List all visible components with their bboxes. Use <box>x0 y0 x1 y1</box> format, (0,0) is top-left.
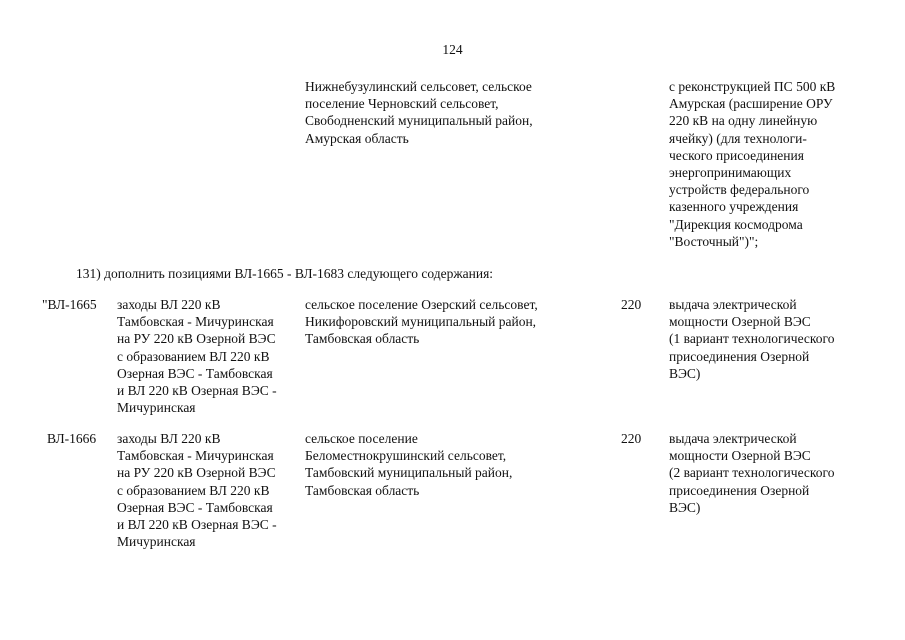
continuation-location-cell: Нижнебузулинский сельсовет, сельское поселение Черновский сельсовет, Свободненский муниципальный район, Амурская область <box>305 79 533 146</box>
amendment-instruction: 131) дополнить позициями ВЛ-1665 - ВЛ-1683 следующего содержания: <box>76 266 494 281</box>
line-location-cell: сельское поселение Беломестнокрушинский сельсовет, Тамбовский муниципальный район, Тамбовская область <box>305 431 513 498</box>
line-code-cell: ВЛ-1666 <box>47 431 97 446</box>
line-description-cell: заходы ВЛ 220 кВ Тамбовская - Мичуринская на РУ 220 кВ Озерной ВЭС с образованием ВЛ 220 кВ Озерная ВЭС - Тамбовская и ВЛ 220 кВ Озерная ВЭС - Мичуринская <box>117 431 277 550</box>
voltage-cell: 220 <box>621 297 642 312</box>
line-location-cell: сельское поселение Озерский сельсовет, Никифоровский муниципальный район, Тамбовская область <box>305 297 538 347</box>
line-description-cell: заходы ВЛ 220 кВ Тамбовская - Мичуринская на РУ 220 кВ Озерной ВЭС с образованием ВЛ 220 кВ Озерная ВЭС - Тамбовская и ВЛ 220 кВ Озерная ВЭС - Мичуринская <box>117 297 277 416</box>
line-code-cell: "ВЛ-1665 <box>42 297 97 312</box>
line-purpose-cell: выдача электрической мощности Озерной ВЭС (2 вариант технологического присоединения Озерной ВЭС) <box>669 431 835 515</box>
voltage-cell: 220 <box>621 431 642 446</box>
page-number: 124 <box>442 42 463 57</box>
continuation-purpose-cell: с реконструкцией ПС 500 кВ Амурская (расширение ОРУ 220 кВ на одну линейную ячейку) (для технологи- ческого присоединения энергопринимающих устройств федерального казенного учреждения "Дирекция космодрома "Восточный")"; <box>669 79 836 249</box>
line-purpose-cell: выдача электрической мощности Озерной ВЭС (1 вариант технологического присоединения Озерной ВЭС) <box>669 297 835 381</box>
